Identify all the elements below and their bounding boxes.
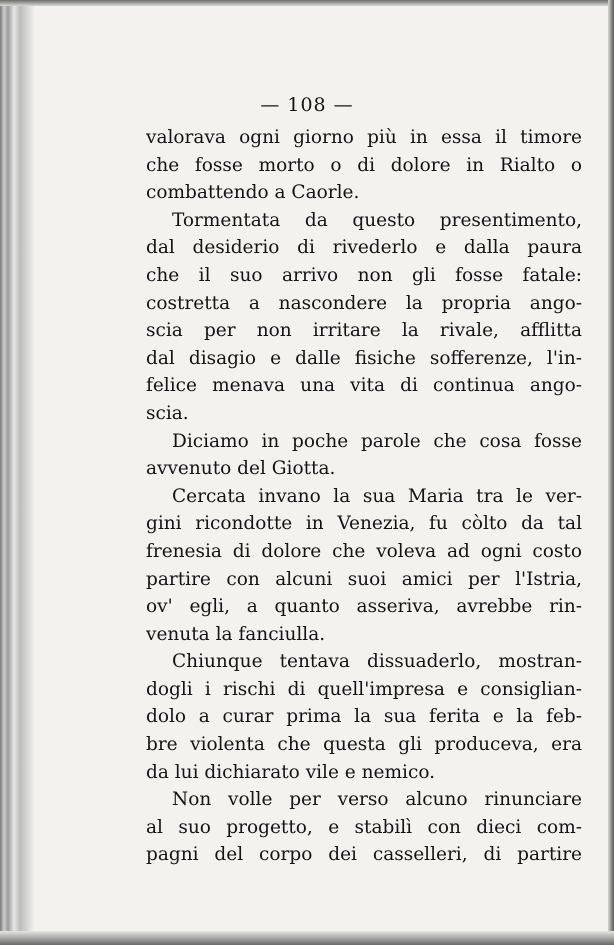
text-line: scia. [146,402,189,424]
page-top-edge [0,0,614,6]
text-line: bre violenta che questa gli produceva, era [146,734,582,756]
body-text [146,124,582,869]
text-line: partire con alcuni suoi amici per l'Istria, [146,568,582,590]
text-line: combattendo a Caorle. [146,182,360,204]
text-line: avvenuto del Giotta. [146,458,336,480]
text-line: da lui dichiarato vile e nemico. [146,761,436,783]
text-line: che fosse morto o di dolore in Rialto o [146,154,582,176]
text-line: venuta la fanciulla. [146,623,326,645]
text-line: scia per non irritare la rivale, afflitta [146,320,582,342]
text-line: dal desiderio di rivederlo e dalla paura [146,237,582,259]
text-line: valorava ogni giorno più in essa il timore [146,127,582,148]
book-spine-shadow [0,0,34,945]
text-line: dogli i rischi di quell'impresa e consiglian- [146,678,582,700]
page-right-edge [608,0,614,945]
text-line: dolo a curar prima la sua ferita e la feb- [146,706,582,728]
text-line: Diciamo in poche parole che cosa fosse [172,430,582,452]
text-line: costretta a nascondere la propria ango- [146,292,582,314]
text-line: Tormentata da questo presentimento, [172,209,582,231]
text-line: ov' egli, a quanto asseriva, avrebbe rin- [146,596,582,618]
text-line: Chiunque tentava dissuaderlo, mostran- [172,651,582,673]
text-line: Cercata invano la sua Maria tra le ver- [172,485,582,507]
text-line: frenesia di dolore che voleva ad ogni costo [146,540,582,562]
text-line: dal disagio e dalle fisiche sofferenze, l'in- [146,347,582,369]
text-line: pagni del corpo dei casselleri, di partire [146,844,582,866]
text-line: felice menava una vita di continua ango- [146,375,582,397]
text-line: Non volle per verso alcuno rinunciare [172,789,582,811]
text-line: al suo progetto, e stabilì con dieci com- [146,816,582,838]
text-line: che il suo arrivo non gli fosse fatale: [146,264,582,286]
page-number: — 108 — [260,94,354,116]
page-bottom-edge [0,931,614,945]
text-line: gini ricondotte in Venezia, fu còlto da tal [146,513,582,535]
